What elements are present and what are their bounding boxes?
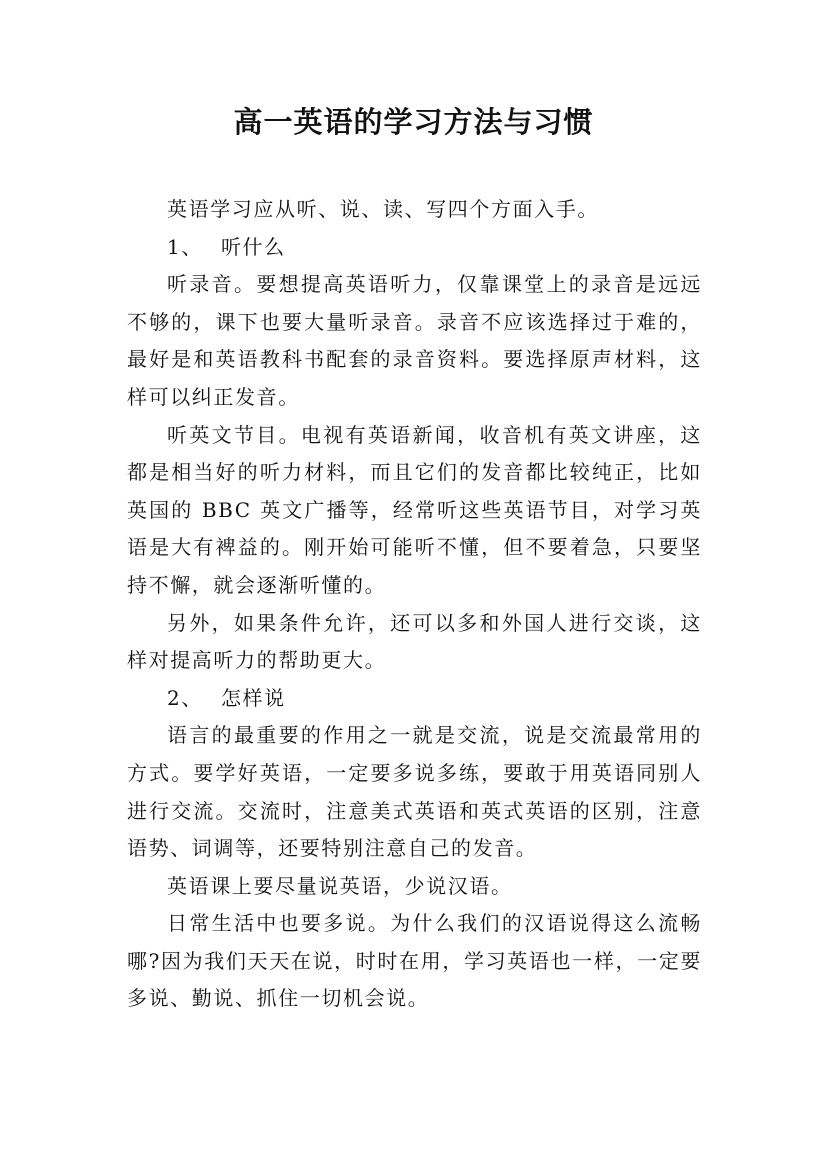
section-number: 2、: [167, 685, 203, 710]
section-number: 1、: [167, 234, 203, 259]
paragraph-listen-programs: 听英文节目。电视有英语新闻，收音机有英文讲座，这都是相当好的听力材料，而且它们的发音都比较纯正，比如英国的 BBC 英文广播等，经常听这些英语节目，对学习英语是大有裨益的。刚开始可能听不懂，但不要着急，只要坚持不懈，就会逐渐听懂的。: [127, 422, 702, 597]
paragraph-intro: 英语学习应从听、说、读、写四个方面入手。: [167, 197, 599, 221]
document-title: 高一英语的学习方法与习惯: [233, 105, 594, 139]
paragraph-listen-recordings: 听录音。要想提高英语听力，仅靠课堂上的录音是远远不够的，课下也要大量听录音。录音不应该选择过于难的，最好是和英语教科书配套的录音资料。要选择原声材料，这样可以纠正发音。: [127, 272, 702, 409]
section-heading-text: 听什么: [220, 234, 286, 259]
paragraph-speak-in-class: 英语课上要尽量说英语，少说汉语。: [167, 873, 513, 898]
paragraph-speak-daily-life: 日常生活中也要多说。为什么我们的汉语说得这么流畅哪?因为我们天天在说，时时在用，学习英语也一样，一定要多说、勤说、抓住一切机会说。: [127, 911, 702, 1011]
section-heading-listening: [127, 229, 702, 267]
section-heading-text: 怎样说: [220, 685, 286, 710]
paragraph-speak-communication: 语言的最重要的作用之一就是交流，说是交流最常用的方式。要学好英语，一定要多说多练，要敢于用英语同别人进行交流。交流时，注意美式英语和英式英语的区别，注意语势、词调等，还要特别注意自己的发音。: [127, 723, 702, 861]
paragraph-listen-foreigners: 另外，如果条件允许，还可以多和外国人进行交谈，这样对提高听力的帮助更大。: [127, 610, 702, 673]
section-heading-speaking: [127, 680, 702, 718]
document-body: [127, 191, 702, 1018]
